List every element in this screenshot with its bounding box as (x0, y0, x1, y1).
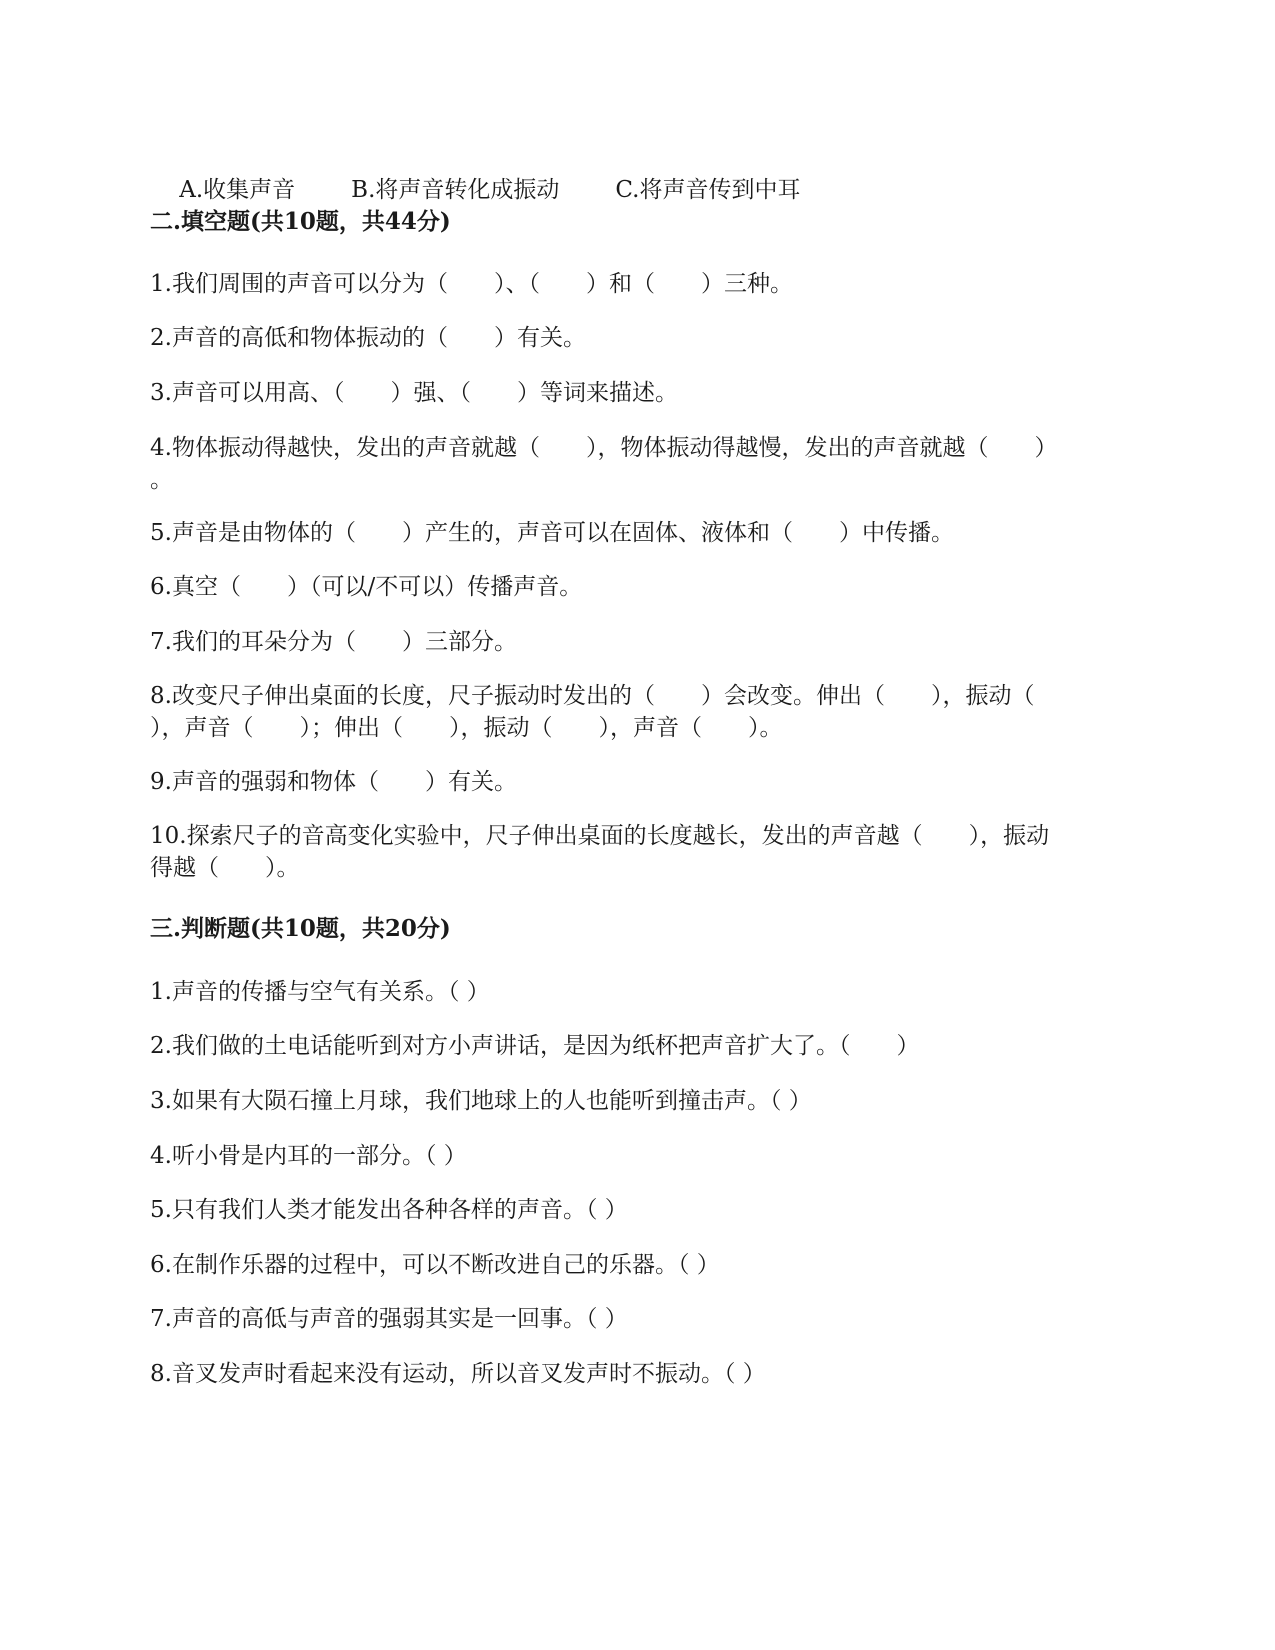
judge-question-2: 2.我们做的土电话能听到对方小声讲话，是因为纸杯把声音扩大了。（ ） (150, 1033, 920, 1059)
fill-question-7: 7.我们的耳朵分为（ ）三部分。 (150, 629, 517, 655)
judge-question-1: 1.声音的传播与空气有关系。（ ） (150, 979, 490, 1005)
fill-question-3: 3.声音可以用高、（ ）强、（ ）等词来描述。 (150, 380, 678, 406)
fill-question-10: 10.探索尺子的音高变化实验中，尺子伸出桌面的长度越长，发出的声音越（ ），振动 (150, 823, 1050, 849)
judge-question-5: 5.只有我们人类才能发出各种各样的声音。（ ） (150, 1197, 628, 1223)
judge-question-7: 7.声音的高低与声音的强弱其实是一回事。（ ） (150, 1306, 628, 1332)
fill-question-1: 1.我们周围的声音可以分为（ ）、（ ）和（ ）三种。 (150, 271, 793, 297)
judge-question-6: 6.在制作乐器的过程中，可以不断改进自己的乐器。（ ） (150, 1252, 720, 1278)
judge-question-3: 3.如果有大陨石撞上月球，我们地球上的人也能听到撞击声。（ ） (150, 1088, 812, 1114)
option-a: A.收集声音 (179, 177, 296, 203)
fill-question-4-cont: 。 (150, 467, 173, 493)
fill-question-4: 4.物体振动得越快，发出的声音就越（ ），物体振动得越慢，发出的声音就越（ ） (150, 435, 1058, 461)
section2-title: 二.填空题(共10题，共44分) (150, 208, 451, 235)
fill-question-9: 9.声音的强弱和物体（ ）有关。 (150, 769, 517, 795)
option-c: C.将声音传到中耳 (615, 177, 801, 203)
fill-question-2: 2.声音的高低和物体振动的（ ）有关。 (150, 325, 586, 351)
fill-question-8: 8.改变尺子伸出桌面的长度，尺子振动时发出的（ ）会改变。伸出（ ），振动（ (150, 683, 1035, 709)
fill-question-10-cont: 得越（ ）。 (150, 855, 300, 881)
judge-question-4: 4.听小骨是内耳的一部分。（ ） (150, 1143, 467, 1169)
judge-question-8: 8.音叉发声时看起来没有运动，所以音叉发声时不振动。（ ） (150, 1361, 766, 1387)
fill-question-5: 5.声音是由物体的（ ）产生的，声音可以在固体、液体和（ ）中传播。 (150, 520, 954, 546)
fill-question-6: 6.真空（ ）（可以/不可以）传播声音。 (150, 574, 583, 600)
section3-title: 三.判断题(共10题，共20分) (150, 915, 451, 942)
option-b: B.将声音转化成振动 (351, 177, 560, 203)
fill-question-8-cont: ），声音（ ）；伸出（ ），振动（ ），声音（ ）。 (150, 715, 783, 741)
